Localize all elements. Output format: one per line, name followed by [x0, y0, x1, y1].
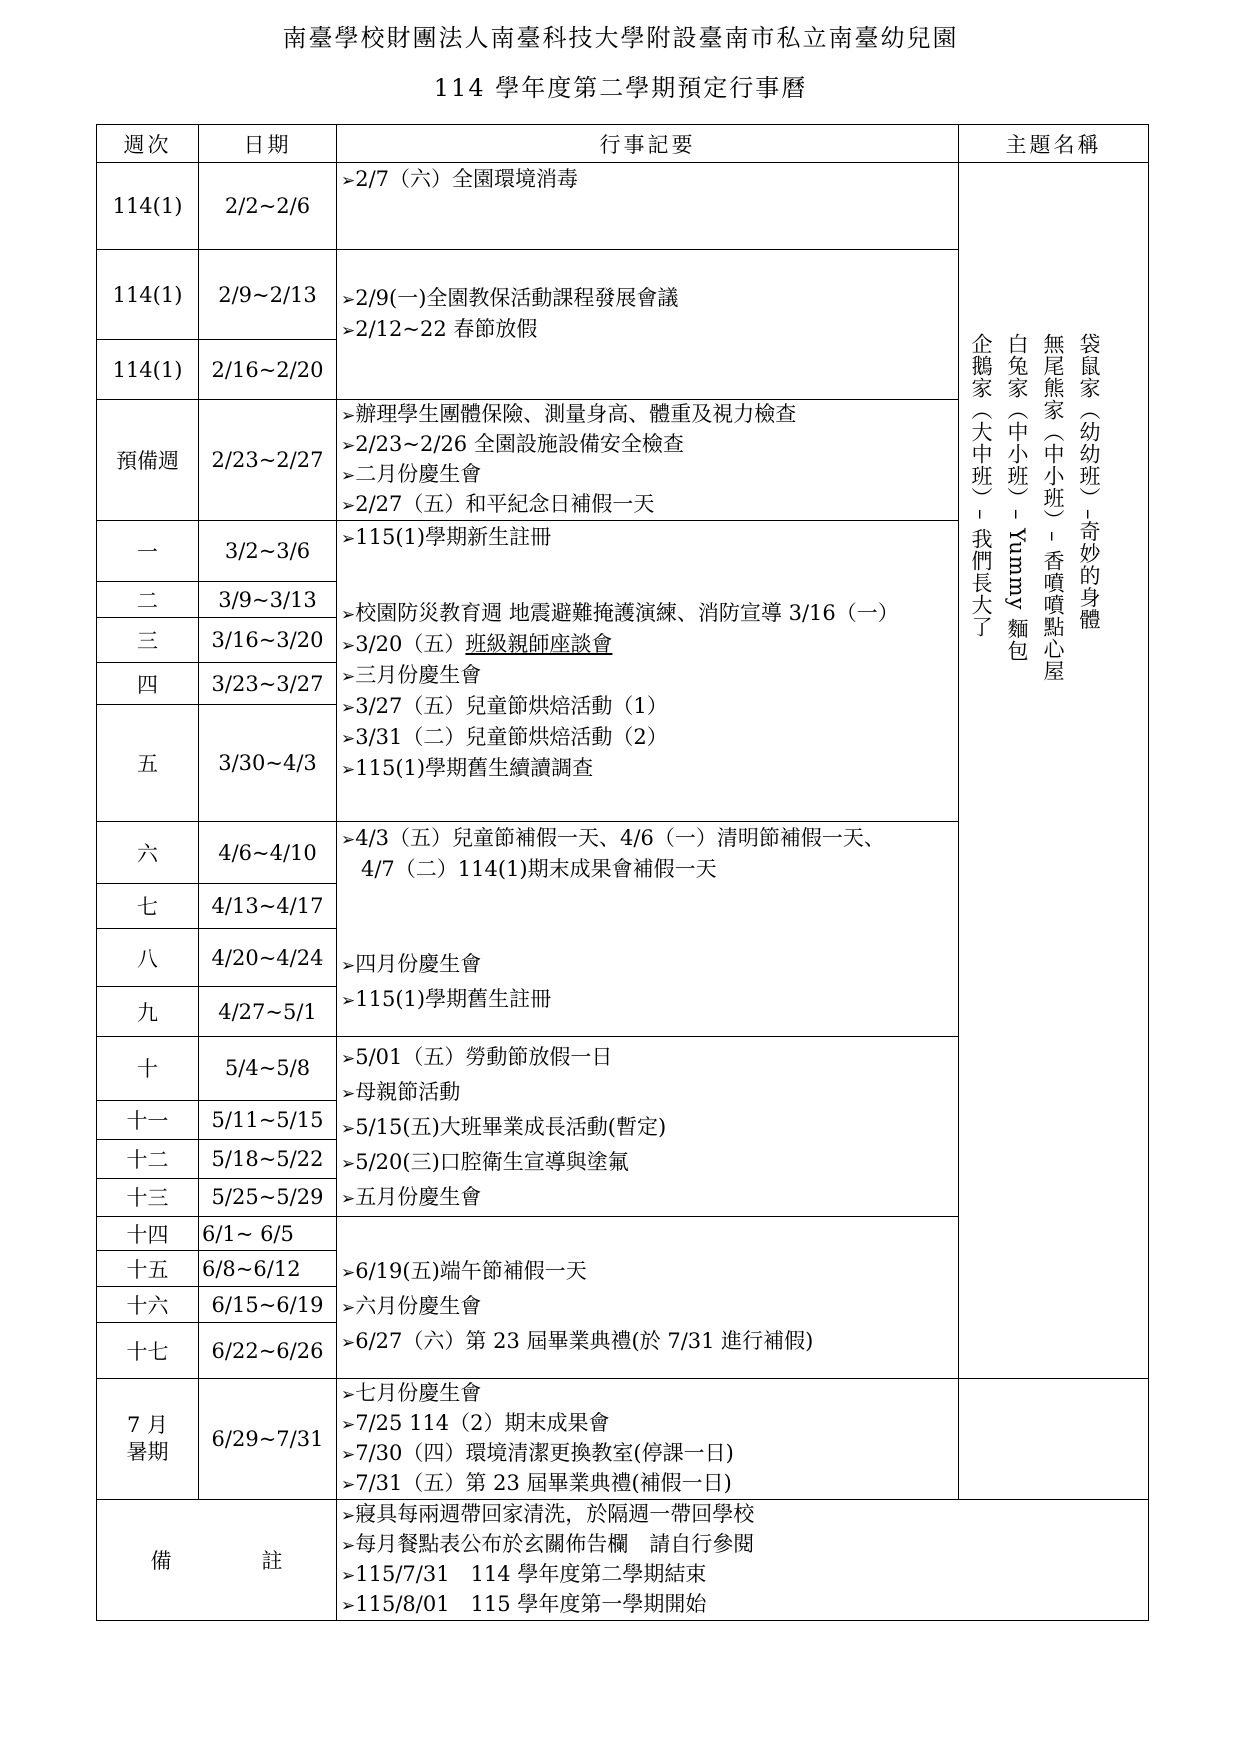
date-cell: 5/18~5/22: [199, 1140, 337, 1178]
date-cell: 4/6~4/10: [199, 822, 337, 884]
event-item: ➢五月份慶生會: [341, 1185, 482, 1209]
week-cell: 十五: [97, 1251, 199, 1287]
week-cell: 114(1): [97, 340, 199, 400]
date-cell: 6/15~6/19: [199, 1287, 337, 1323]
date-cell: 6/22~6/26: [199, 1323, 337, 1379]
events-cell: [337, 1217, 959, 1379]
theme-koala: 無尾熊家（中小班）– 香噴噴點心屋: [1041, 333, 1065, 683]
calendar-table: [96, 124, 1149, 1621]
event-item: ➢3/27（五）兒童節烘焙活動（1）: [341, 694, 668, 718]
date-cell: 3/16~3/20: [199, 618, 337, 663]
week-cell: 預備週: [97, 400, 199, 521]
date-cell: 2/16~2/20: [199, 340, 337, 400]
date-cell: 4/20~4/24: [199, 929, 337, 987]
date-cell: 5/4~5/8: [199, 1037, 337, 1101]
event-item: ➢四月份慶生會: [341, 952, 482, 976]
event-item: ➢7/31（五）第 23 屆畢業典禮(補假一日): [341, 1471, 732, 1495]
table-row: [97, 1379, 1149, 1500]
event-item: ➢115(1)學期舊生註冊: [341, 987, 552, 1011]
date-cell: 2/9~2/13: [199, 250, 337, 340]
week-cell: 五: [97, 705, 199, 822]
week-cell: 九: [97, 987, 199, 1037]
event-item: ➢二月份慶生會: [341, 462, 482, 486]
calendar-title: 114 學年度第二學期預定行事曆: [433, 74, 808, 102]
event-item: ➢4/3（五）兒童節補假一天、4/6（一）清明節補假一天、: [341, 826, 885, 850]
events-cell: [337, 250, 959, 400]
week-cell: 一: [97, 521, 199, 582]
theme-penguin: 企鵝家（大中班）– 我們長大了: [969, 333, 993, 639]
event-item: ➢母親節活動: [341, 1080, 461, 1104]
event-item: ➢3/31（二）兒童節烘焙活動（2）: [341, 725, 668, 749]
note-item: ➢寢具每兩週帶回家清洗，於隔週一帶回學校: [341, 1502, 755, 1526]
event-item: ➢115(1)學期新生註冊: [341, 525, 552, 549]
week-label-month: 7 月: [126, 1413, 169, 1437]
note-item: ➢每月餐點表公布於玄關佈告欄 請自行參閱: [341, 1532, 755, 1556]
events-cell: [337, 1037, 959, 1217]
week-cell: 十二: [97, 1140, 199, 1178]
date-cell: 4/27~5/1: [199, 987, 337, 1037]
theme-kangaroo: 袋鼠家（幼幼班）–奇妙的身體: [1077, 333, 1101, 631]
col-header-week: 週次: [97, 125, 199, 163]
notes-label: [97, 1500, 337, 1621]
date-cell: 4/13~4/17: [199, 884, 337, 929]
notes-label-char: 備: [150, 1549, 172, 1573]
event-item: ➢5/15(五)大班畢業成長活動(暫定): [341, 1115, 667, 1139]
week-cell: 十六: [97, 1287, 199, 1323]
date-cell: 2/2~2/6: [199, 163, 337, 250]
date-cell: 6/29~7/31: [199, 1379, 337, 1500]
week-cell: 三: [97, 618, 199, 663]
week-cell: 七: [97, 884, 199, 929]
events-cell: [337, 521, 959, 822]
event-item: ➢六月份慶生會: [341, 1294, 482, 1318]
event-item: ➢2/23~2/26 全園設施設備安全檢查: [341, 432, 684, 456]
theme-cell: [959, 163, 1149, 1379]
event-item: ➢3/20（五）班級親師座談會: [341, 632, 613, 656]
week-label-summer: 暑期: [126, 1440, 169, 1464]
event-item: ➢6/27（六）第 23 屆畢業典禮(於 7/31 進行補假): [341, 1329, 814, 1353]
event-item: ➢2/7（六）全園環境消毒: [341, 167, 579, 191]
notes-cell: [337, 1500, 1149, 1621]
table-row: [97, 163, 1149, 250]
theme-list: [967, 333, 1103, 682]
week-cell: 十四: [97, 1217, 199, 1251]
events-cell: [337, 822, 959, 1037]
week-cell: 八: [97, 929, 199, 987]
event-item: ➢2/9(一)全園教保活動課程發展會議: [341, 286, 679, 310]
date-cell: 3/9~3/13: [199, 582, 337, 618]
theme-cell-summer: [959, 1379, 1149, 1500]
week-cell: 六: [97, 822, 199, 884]
date-cell: 2/23~2/27: [199, 400, 337, 521]
event-item: ➢7/30（四）環境清潔更換教室(停課一日): [341, 1441, 734, 1465]
date-cell: 3/2~3/6: [199, 521, 337, 582]
date-cell: 5/25~5/29: [199, 1178, 337, 1216]
event-item: ➢三月份慶生會: [341, 663, 482, 687]
col-header-theme: 主題名稱: [959, 125, 1149, 163]
notes-label-char: 註: [261, 1549, 283, 1573]
event-item: ➢校園防災教育週 地震避難掩護演練、消防宣導 3/16（一）: [341, 601, 899, 625]
event-item: ➢七月份慶生會: [341, 1381, 482, 1405]
week-cell: 二: [97, 582, 199, 618]
school-title: 南臺學校財團法人南臺科技大學附設臺南市私立南臺幼兒園: [282, 24, 959, 52]
event-item: ➢115(1)學期舊生續讀調查: [341, 756, 594, 780]
week-cell: 四: [97, 663, 199, 705]
week-cell: 十七: [97, 1323, 199, 1379]
week-cell: [97, 1379, 199, 1500]
parent-teacher-meeting-label: 班級親師座談會: [465, 632, 613, 656]
note-item: ➢115/8/01 115 學年度第一學期開始: [341, 1592, 707, 1616]
theme-rabbit: 白兔家（中小班）– Yummy 麵包: [1005, 333, 1029, 663]
events-cell: [337, 400, 959, 521]
date-cell: 6/1~ 6/5: [199, 1217, 337, 1251]
notes-row: [97, 1500, 1149, 1621]
event-item: 4/7（二）114(1)期末成果會補假一天: [361, 857, 717, 881]
event-item: ➢2/27（五）和平紀念日補假一天: [341, 492, 655, 516]
week-cell: 114(1): [97, 163, 199, 250]
date-cell: 6/8~6/12: [199, 1251, 337, 1287]
event-item: ➢辦理學生團體保險、測量身高、體重及視力檢查: [341, 402, 797, 426]
note-item: ➢115/7/31 114 學年度第二學期結束: [341, 1562, 707, 1586]
table-header-row: [97, 125, 1149, 163]
week-cell: 十三: [97, 1178, 199, 1216]
week-cell: 十: [97, 1037, 199, 1101]
event-item: ➢2/12~22 春節放假: [341, 317, 538, 341]
event-item: ➢6/19(五)端午節補假一天: [341, 1259, 587, 1283]
week-cell: 十一: [97, 1100, 199, 1139]
event-item: ➢5/20(三)口腔衛生宣導與塗氟: [341, 1150, 629, 1174]
events-cell: [337, 1379, 959, 1500]
col-header-date: 日期: [199, 125, 337, 163]
week-cell: 114(1): [97, 250, 199, 340]
events-cell: [337, 163, 959, 250]
date-cell: 3/23~3/27: [199, 663, 337, 705]
date-cell: 3/30~4/3: [199, 705, 337, 822]
col-header-events: 行事記要: [337, 125, 959, 163]
date-cell: 5/11~5/15: [199, 1100, 337, 1139]
event-item: ➢7/25 114（2）期末成果會: [341, 1411, 610, 1435]
event-item: ➢5/01（五）勞動節放假一日: [341, 1045, 613, 1069]
